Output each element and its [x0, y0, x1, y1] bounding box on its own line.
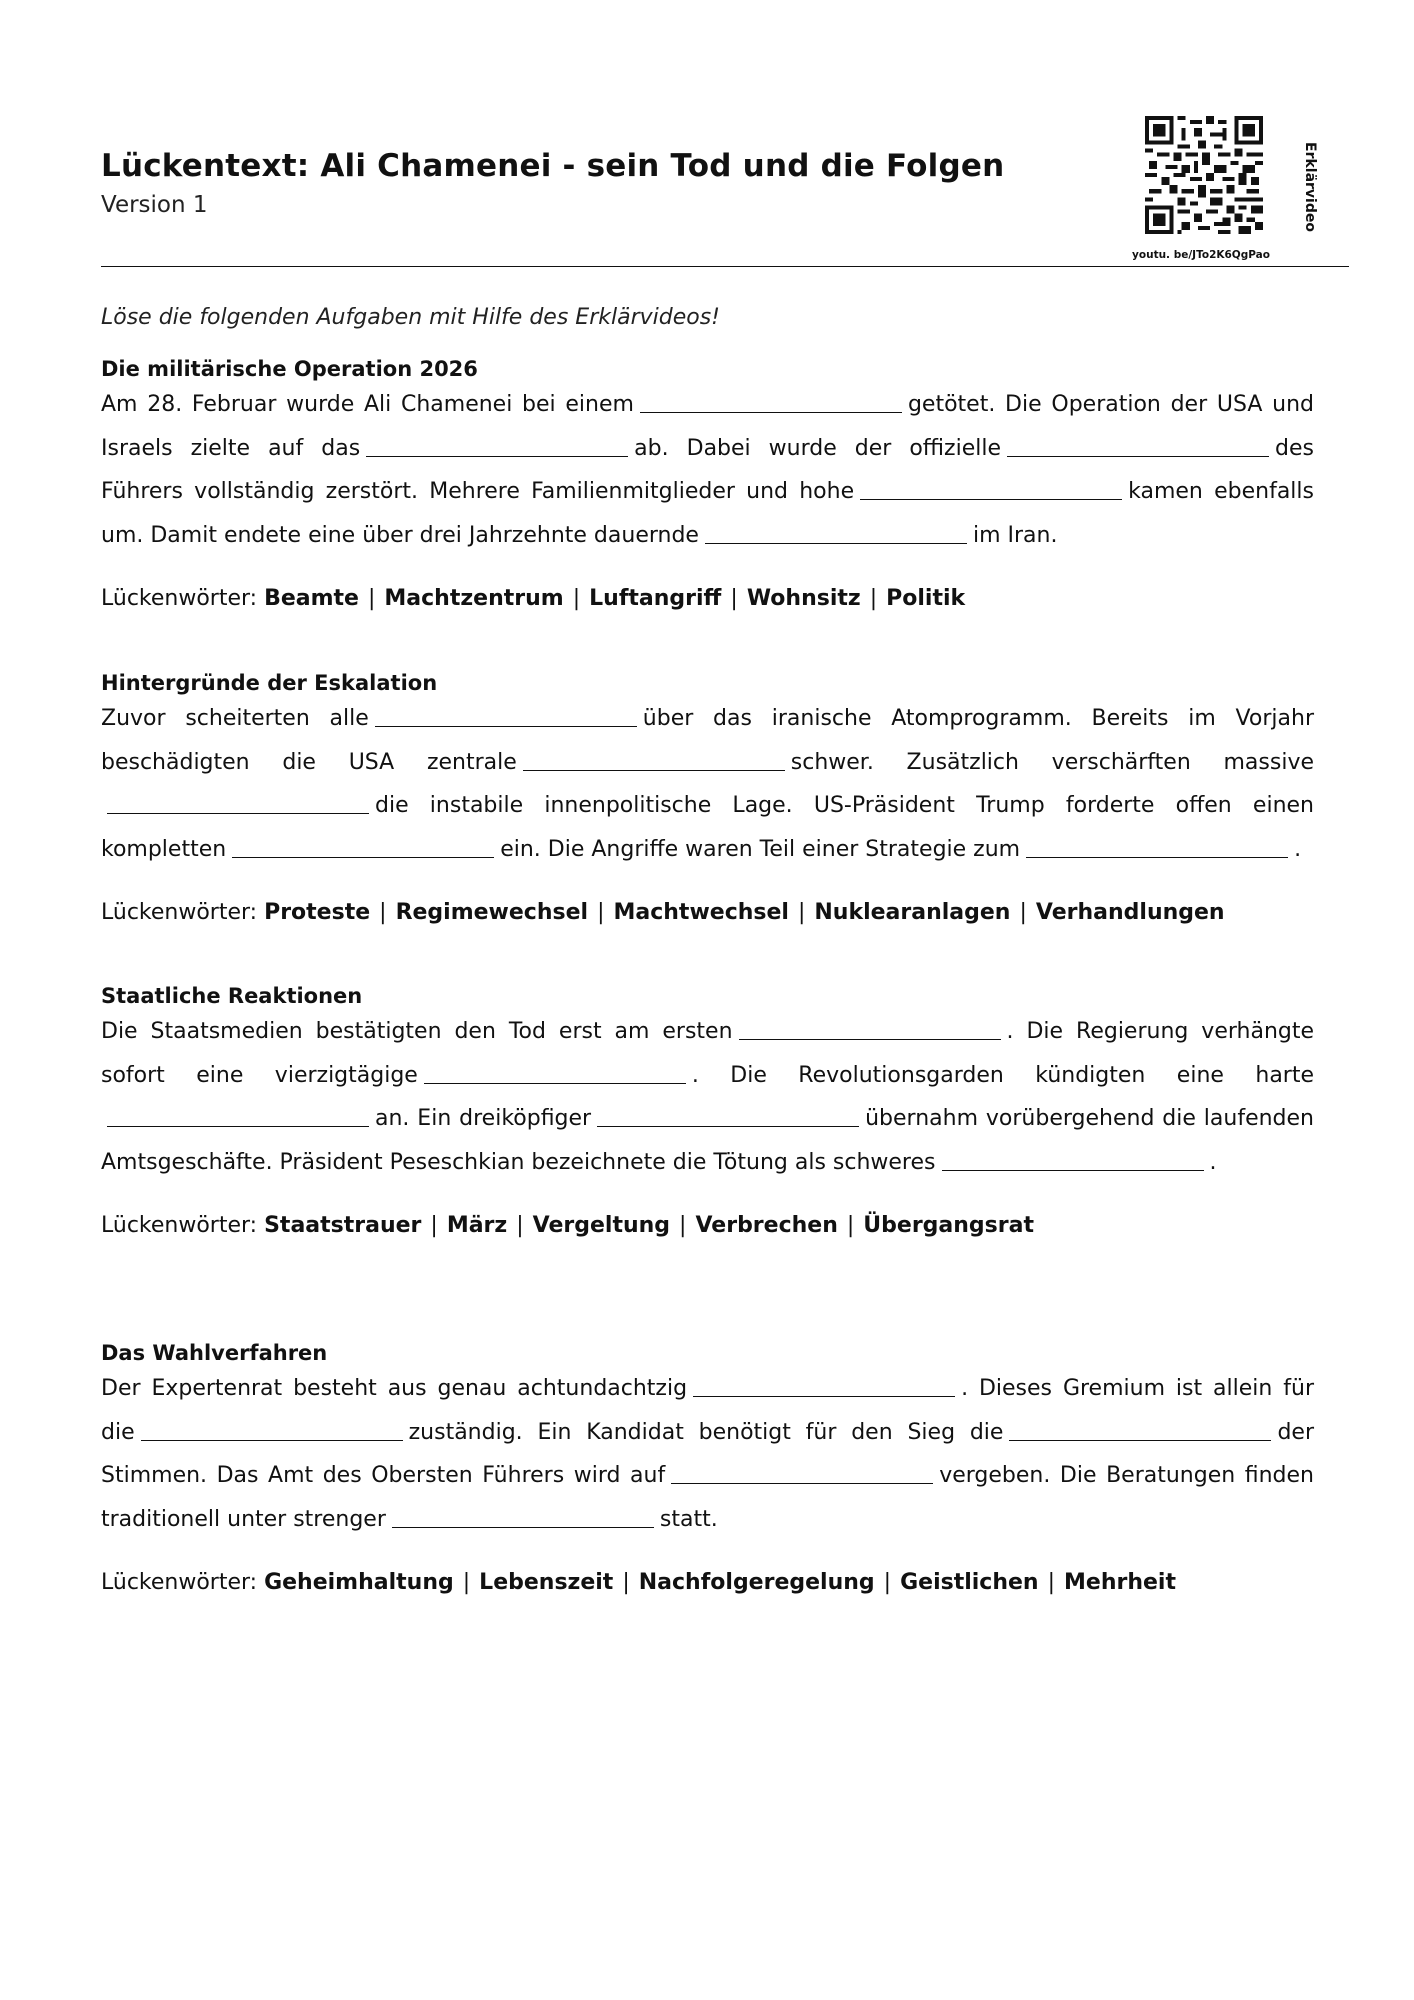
section-title: Hintergründe der Eskalation [101, 671, 438, 695]
cloze-paragraph [101, 1367, 1314, 1542]
section-4 [101, 1339, 1314, 1598]
word-bank: Lückenwörter: Geheimhaltung | Lebenszeit | Nachfolgeregelung | Geistlichen | Mehrheit [101, 1569, 1176, 1595]
word-option: Verbrechen [695, 1212, 838, 1238]
blank-field[interactable] [597, 1125, 859, 1127]
blank-field[interactable] [739, 1038, 1001, 1040]
blank-field[interactable] [232, 856, 494, 858]
word-option: Staatstrauer [264, 1212, 422, 1238]
blank-field[interactable] [107, 812, 369, 814]
qr-code-icon [1145, 116, 1263, 234]
blank-field[interactable] [392, 1526, 654, 1528]
word-bank: Lückenwörter: Proteste | Regimewechsel | Machtwechsel | Nuklearanlagen | Verhandlungen [101, 899, 1225, 925]
blank-field[interactable] [523, 769, 785, 771]
text-segment: . Die Regierung verhängte sofort eine vierzigtägige [101, 1019, 1315, 1088]
word-option: Übergangsrat [863, 1212, 1034, 1238]
text-segment: über das iranische Atomprogramm. Bereits im Vorjahr beschädigten die USA zentrale [101, 706, 1314, 775]
cloze-paragraph [101, 697, 1314, 872]
word-bank: Lückenwörter: Staatstrauer | März | Vergeltung | Verbrechen | Übergangsrat [101, 1212, 1034, 1238]
section-title: Das Wahlverfahren [101, 1341, 328, 1365]
text-segment: Die Staatsmedien bestätigten den Tod erst am ersten [101, 1019, 733, 1044]
word-option: März [446, 1212, 508, 1238]
text-segment: des Führers vollständig zerstört. Mehrere Familienmitglieder und hohe [101, 435, 1314, 505]
text-segment: statt. [659, 1507, 718, 1533]
blank-field[interactable] [1007, 455, 1269, 457]
word-option: Nuklearanlagen [814, 899, 1011, 925]
header-divider [101, 266, 1349, 267]
word-option: Geistlichen [900, 1569, 1039, 1595]
blank-field[interactable] [366, 455, 628, 457]
section-1 [101, 355, 1314, 614]
word-option: Beamte [264, 585, 359, 611]
word-option: Politik [886, 585, 966, 611]
blank-field[interactable] [693, 1395, 955, 1397]
section-3 [101, 982, 1314, 1241]
word-option: Machtzentrum [384, 585, 564, 611]
blank-field[interactable] [640, 411, 902, 413]
word-option: Luftangriff [589, 585, 722, 611]
text-segment: . [1209, 1150, 1217, 1176]
word-bank-label: Lückenwörter: [101, 1569, 258, 1595]
text-segment: ab. Dabei wurde der offizielle [634, 435, 1002, 461]
text-segment: die instabile innenpolitische Lage. US-Präsident Trump forderte offen einen kompletten [101, 793, 1314, 863]
blank-field[interactable] [424, 1082, 686, 1084]
blank-field[interactable] [671, 1482, 933, 1484]
text-segment: Am 28. Februar wurde Ali Chamenei bei einem [101, 392, 634, 417]
word-option: Verhandlungen [1035, 899, 1225, 925]
text-segment: ein. Die Angriffe waren Teil einer Strategie zum [500, 837, 1021, 863]
blank-field[interactable] [705, 542, 967, 544]
worksheet-title: Lückentext: Ali Chamenei - sein Tod und die Folgen [101, 148, 1005, 184]
section-title: Staatliche Reaktionen [101, 984, 363, 1008]
word-option: Nachfolgeregelung [638, 1569, 875, 1595]
blank-field[interactable] [860, 498, 1122, 500]
text-segment: getötet. Die Operation der USA und Israels zielte auf das [101, 392, 1314, 461]
word-bank-label: Lückenwörter: [101, 585, 258, 611]
text-segment: im Iran. [972, 523, 1058, 549]
word-option: Mehrheit [1064, 1569, 1176, 1595]
word-option: Regimewechsel [395, 899, 589, 925]
text-segment: an. Ein dreiköpfiger [375, 1106, 592, 1132]
word-bank-label: Lückenwörter: [101, 899, 258, 925]
qr-url: youtu. be/JTo2K6QgPao [1132, 249, 1270, 261]
word-option: Vergeltung [532, 1212, 671, 1238]
text-segment: übernahm vorübergehend die laufenden Amtsgeschäfte. Präsident Peseschkian bezeichnete die Tötung als schweres [101, 1106, 1314, 1176]
text-segment: . Dieses Gremium ist allein für die [101, 1376, 1314, 1445]
text-segment: . Die Revolutionsgarden kündigten eine harte [691, 1062, 1315, 1088]
text-segment: Der Expertenrat besteht aus genau achtundachtzig [101, 1376, 688, 1401]
section-title: Die militärische Operation 2026 [101, 357, 478, 381]
text-segment: kamen ebenfalls um. Damit endete eine über drei Jahrzehnte dauernde [101, 479, 1314, 549]
text-segment: der Stimmen. Das Amt des Obersten Führers wird auf [101, 1419, 1314, 1489]
word-option: Geheimhaltung [264, 1569, 454, 1595]
cloze-paragraph [101, 1010, 1314, 1185]
side-label: Erklärvideo [1302, 142, 1318, 232]
text-segment: zuständig. Ein Kandidat benötigt für den Sieg die [408, 1419, 1004, 1445]
word-option: Proteste [264, 899, 371, 925]
blank-field[interactable] [1026, 856, 1288, 858]
word-bank-label: Lückenwörter: [101, 1212, 258, 1238]
text-segment: . [1294, 837, 1302, 863]
blank-field[interactable] [375, 725, 637, 727]
word-bank: Lückenwörter: Beamte | Machtzentrum | Luftangriff | Wohnsitz | Politik [101, 585, 966, 611]
blank-field[interactable] [1009, 1439, 1271, 1441]
section-2 [101, 669, 1314, 928]
text-segment: Zuvor scheiterten alle [101, 706, 369, 731]
blank-field[interactable] [107, 1125, 369, 1127]
version-label: Version 1 [101, 192, 208, 218]
word-option: Wohnsitz [746, 585, 861, 611]
blank-field[interactable] [141, 1439, 403, 1441]
text-segment: schwer. Zusätzlich verschärften massive [790, 749, 1314, 775]
text-segment: vergeben. Die Beratungen finden traditionell unter strenger [101, 1463, 1314, 1533]
word-option: Machtwechsel [613, 899, 789, 925]
instruction: Löse die folgenden Aufgaben mit Hilfe des Erklärvideos! [101, 305, 720, 330]
word-option: Lebenszeit [479, 1569, 614, 1595]
cloze-paragraph [101, 383, 1314, 558]
blank-field[interactable] [942, 1169, 1204, 1171]
